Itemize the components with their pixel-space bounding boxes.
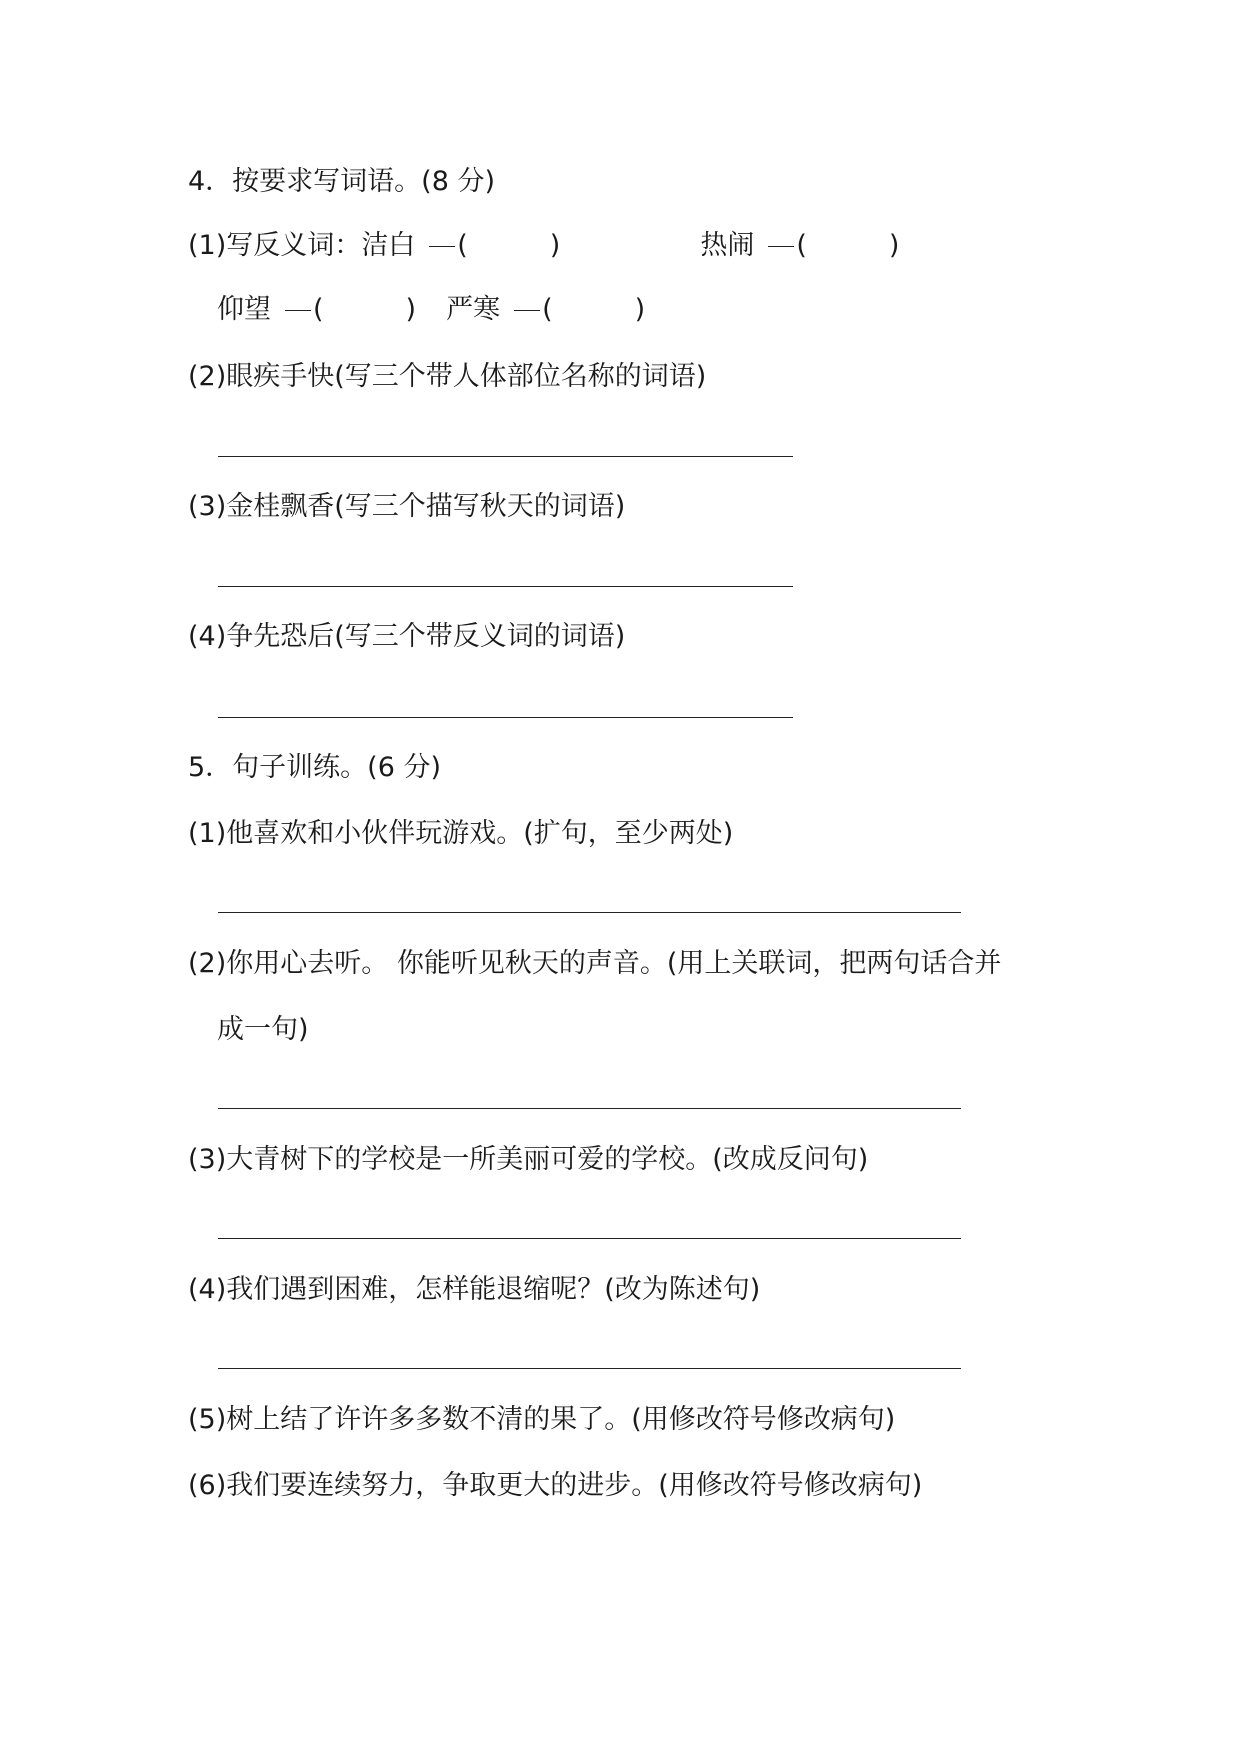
answer-line[interactable] <box>218 586 793 587</box>
antonym-label: (1)写反义词： <box>188 230 362 261</box>
answer-line[interactable] <box>218 1368 961 1369</box>
question-5-heading: 5．句子训练。(6 分) <box>188 752 442 783</box>
answer-line[interactable] <box>218 1108 961 1109</box>
answer-line[interactable] <box>218 456 793 457</box>
antonym-word-3: 仰望 <box>217 294 271 325</box>
dash <box>285 310 311 311</box>
q4-part-2-prompt: (2)眼疾手快(写三个带人体部位名称的词语) <box>188 361 707 392</box>
question-4-heading: 4．按要求写词语。(8 分) <box>188 166 496 197</box>
dash <box>429 246 455 247</box>
q5-part-2-prompt-continued: 成一句) <box>217 1014 309 1045</box>
q5-part-2-prompt: (2)你用心去听。 你能听见秋天的声音。(用上关联词，把两句话合并 <box>188 948 1002 979</box>
answer-line[interactable] <box>218 1238 961 1239</box>
antonym-row-1: (1)写反义词：洁白 ( ) 热闹 ( ) <box>188 230 900 261</box>
q4-part-3-prompt: (3)金桂飘香(写三个描写秋天的词语) <box>188 491 626 522</box>
answer-line[interactable] <box>218 717 793 718</box>
antonym-word-1: 洁白 <box>361 230 416 261</box>
dash <box>514 310 540 311</box>
q5-part-5-prompt: (5)树上结了许许多多数不清的果了。(用修改符号修改病句) <box>188 1404 896 1435</box>
q5-part-3-prompt: (3)大青树下的学校是一所美丽可爱的学校。(改成反问句) <box>188 1144 869 1175</box>
antonym-word-2: 热闹 <box>700 230 755 261</box>
q5-part-1-prompt: (1)他喜欢和小伙伴玩游戏。(扩句，至少两处) <box>188 818 734 849</box>
q5-part-6-prompt: (6)我们要连续努力，争取更大的进步。(用修改符号修改病句) <box>188 1470 923 1501</box>
q5-part-4-prompt: (4)我们遇到困难，怎样能退缩呢？(改为陈述句) <box>188 1274 761 1305</box>
q4-part-4-prompt: (4)争先恐后(写三个带反义词的词语) <box>188 621 626 652</box>
answer-line[interactable] <box>218 912 961 913</box>
antonym-word-4: 严寒 <box>446 294 501 325</box>
antonym-row-2: 仰望 ( ) 严寒 ( ) <box>217 294 646 325</box>
dash <box>768 246 794 247</box>
